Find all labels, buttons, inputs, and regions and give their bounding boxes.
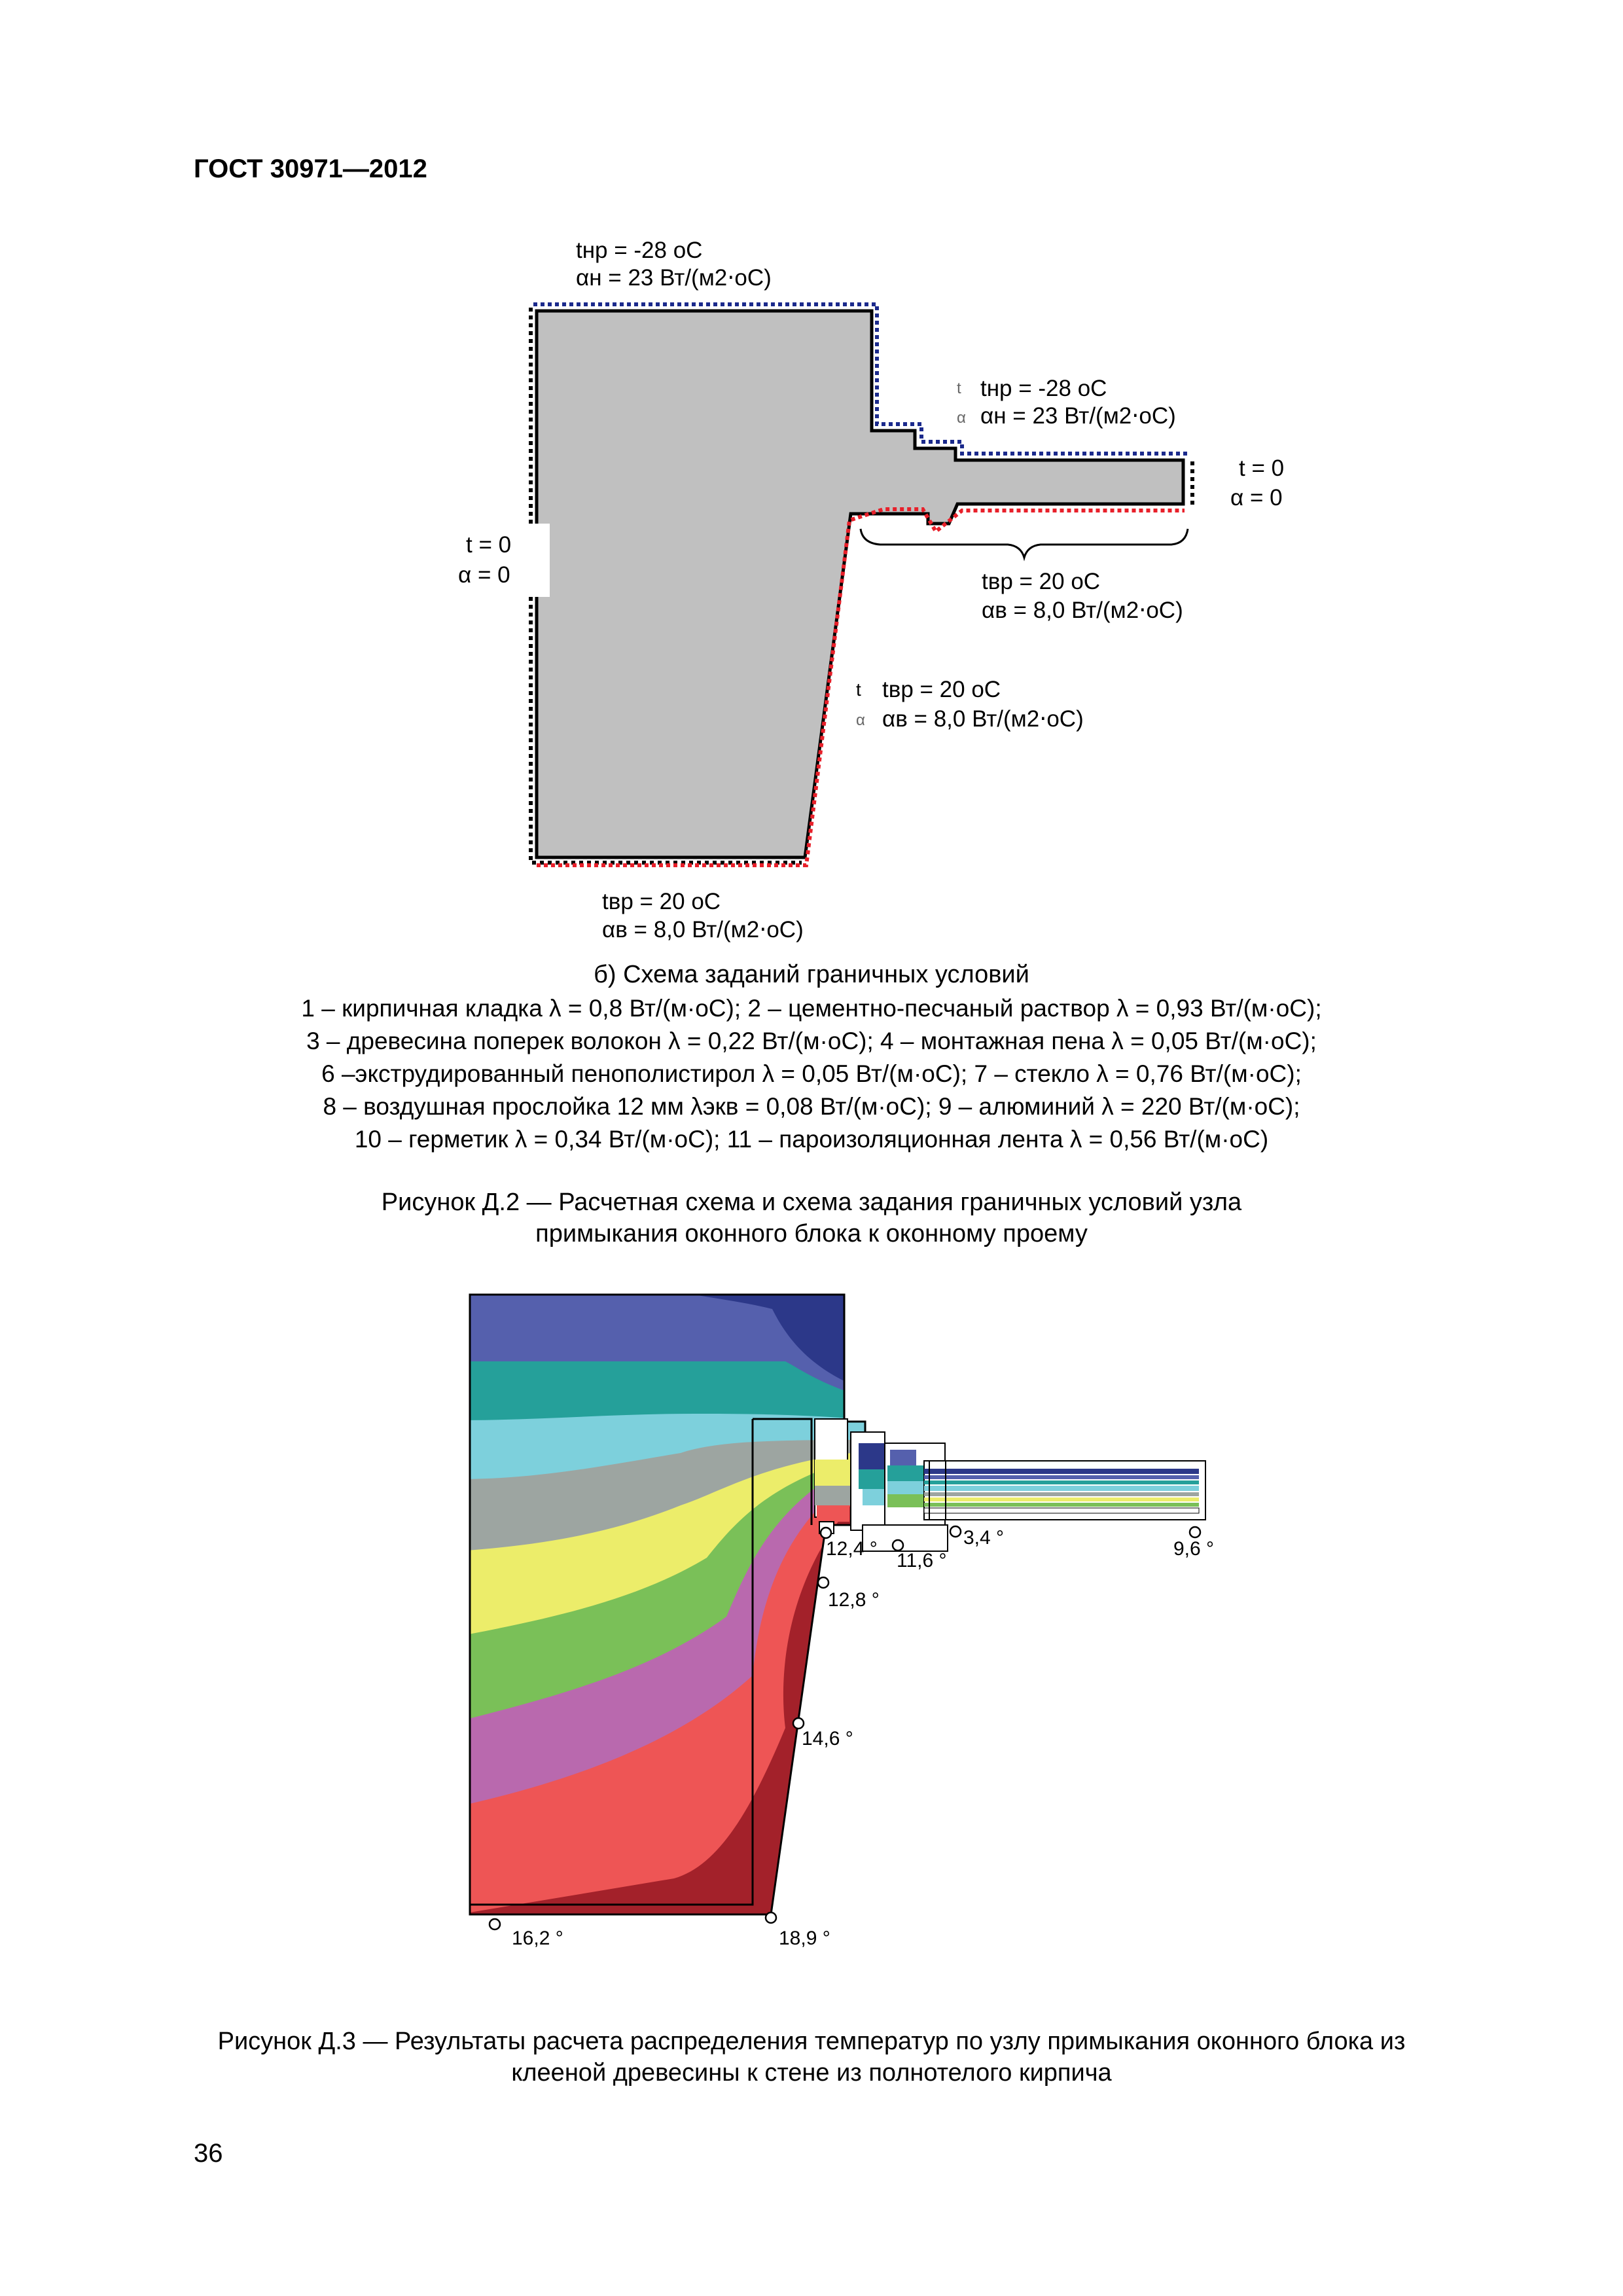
glazing-unit [924, 1461, 1205, 1520]
temp-label: 3,4 ° [963, 1527, 1005, 1549]
label-right-temp: t = 0 [1239, 456, 1285, 481]
page-number: 36 [194, 2139, 223, 2168]
label-inner-temp-bottom: tвр = 20 оС [602, 889, 721, 914]
label-inner-temp-slope: tвр = 20 оС [882, 677, 1001, 702]
label-inner-coef-right: αв = 8,0 Вт/(м2⋅оС) [982, 598, 1183, 623]
label-stub-1: t [957, 380, 961, 397]
label-outer-coef-mid: αн = 23 Вт/(м2⋅оС) [980, 403, 1176, 429]
temp-label: 14,6 ° [802, 1728, 853, 1749]
label-outer-coef-top: αн = 23 Вт/(м2⋅оС) [576, 265, 772, 291]
label-stub-2: α [957, 409, 966, 427]
temp-label: 16,2 ° [512, 1928, 563, 1949]
subcaption-b: б) Схема заданий граничных условий [594, 961, 1029, 988]
label-inner-coef-bottom: αв = 8,0 Вт/(м2⋅оС) [602, 917, 804, 942]
temp-label: 9,6 ° [1173, 1538, 1215, 1560]
materials-legend-line: 10 – герметик λ = 0,34 Вт/(м·оС); 11 – пароизоляционная лента λ = 0,56 Вт/(м·оС) [354, 1126, 1269, 1153]
temp-label: 12,4 ° [826, 1538, 878, 1560]
label-outer-temp-top: tнр = -28 оС [576, 238, 703, 263]
label-left-coef: α = 0 [458, 562, 510, 588]
label-right-coef: α = 0 [1230, 485, 1283, 511]
label-left-temp: t = 0 [466, 532, 512, 558]
figure-d2-caption-cont: примыкания оконного блока к оконному проему [535, 1220, 1088, 1247]
temp-label: 18,9 ° [779, 1928, 830, 1949]
label-inner-temp-right: tвр = 20 оС [982, 569, 1101, 594]
figure-d3-caption-cont: клееной древесины к стене из полнотелого кирпича [511, 2059, 1112, 2087]
temp-label: 11,6 ° [897, 1550, 947, 1571]
document-header: ГОСТ 30971—2012 [194, 154, 427, 183]
figure-d2-caption: Рисунок Д.2 — Расчетная схема и схема задания граничных условий узла [381, 1189, 1242, 1216]
materials-legend-line: 1 – кирпичная кладка λ = 0,8 Вт/(м·оС); 2 – цементно-песчаный раствор λ = 0,93 Вт/(м·оС); [301, 995, 1322, 1022]
label-inner-coef-slope: αв = 8,0 Вт/(м2⋅оС) [882, 706, 1084, 732]
temp-label: 12,8 ° [828, 1589, 880, 1611]
label-stub-4: α [856, 711, 865, 729]
materials-legend-line: 3 – древесина поперек волокон λ = 0,22 Вт/(м·оС); 4 – монтажная пена λ = 0,05 Вт/(м·оС); [306, 1028, 1317, 1054]
label-stub-3: t [856, 679, 861, 700]
materials-legend-line: 6 –экструдированный пенополистирол λ = 0,05 Вт/(м·оС); 7 – стекло λ = 0,76 Вт/(м·оС); [321, 1060, 1302, 1087]
label-outer-temp-mid: tнр = -28 оС [980, 376, 1107, 401]
figure-d3-caption: Рисунок Д.3 — Результаты расчета распределения температур по узлу примыкания оконного блока из [217, 2028, 1406, 2055]
materials-legend-line: 8 – воздушная прослойка 12 мм λэкв = 0,08 Вт/(м·оС); 9 – алюминий λ = 220 Вт/(м·оС); [323, 1093, 1300, 1120]
